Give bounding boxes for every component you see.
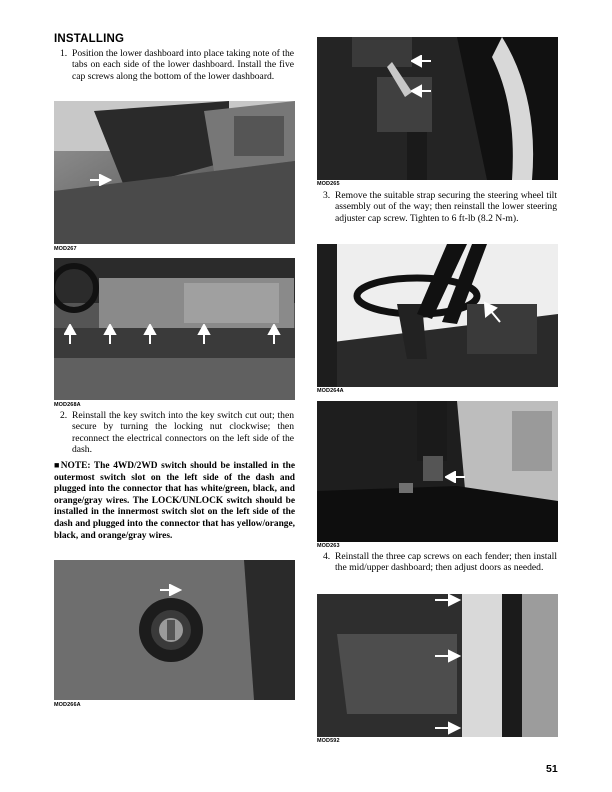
figure-image	[317, 594, 558, 737]
pointer-arrow-icon	[411, 55, 433, 115]
pointer-arrow-icon	[90, 174, 112, 186]
step-text: Reinstall the key switch into the key switch cut out; then secure by turning the locking nut clockwise; then reconnect the electrical connectors on the left side of the dash.	[72, 410, 294, 456]
pointer-arrow-icon	[160, 584, 182, 596]
figure-image	[317, 401, 558, 542]
page-number: 51	[546, 763, 558, 775]
figure-caption: MOD263	[317, 543, 340, 549]
step-1	[60, 48, 294, 82]
step-text: Remove the suitable strap securing the steering wheel tilt assembly out of the way; then reinstall the lower steering adjuster cap screw. Tighten to 6 ft-lb (8.2 N-m).	[335, 190, 557, 224]
note-block	[54, 460, 295, 542]
figure-caption: MOD268A	[54, 402, 81, 408]
figure-caption: MOD267	[54, 246, 77, 252]
step-number: 1.	[60, 48, 68, 59]
step-number: 3.	[323, 190, 331, 201]
figure-image	[54, 258, 295, 400]
pointer-arrow-icon	[445, 471, 467, 483]
section-heading: INSTALLING	[54, 33, 125, 45]
figure-caption: MOD592	[317, 738, 340, 744]
step-text: Reinstall the three cap screws on each fender; then install the mid/upper dashboard; then adjust doors as needed.	[335, 551, 557, 574]
step-2	[60, 410, 294, 456]
figure-image	[317, 244, 558, 387]
pointer-arrow-icon	[433, 594, 463, 737]
pointer-arrow-icon	[482, 300, 504, 328]
figure-caption: MOD265	[317, 181, 340, 187]
pointer-arrow-icon	[64, 324, 284, 346]
step-3	[323, 190, 557, 224]
step-number: 2.	[60, 410, 68, 421]
figure-image	[54, 560, 295, 700]
figure-caption: MOD266A	[54, 702, 81, 708]
note-marker: ■	[54, 460, 61, 470]
figure-image	[54, 101, 295, 244]
note-text: NOTE: The 4WD/2WD switch should be installed in the outermost switch slot on the left side of the dash and plugged into the connector that has white/green, black, and orange/gray wires. The LOCK/UNLOCK switch should be installed in the innermost switch slot on the left side of the dash and plugged into the connector that has yellow/orange, black, and orange/gray wires.	[54, 461, 296, 541]
step-4	[323, 551, 557, 574]
step-text: Position the lower dashboard into place taking note of the tabs on each side of the lower dashboard. Install the five cap screws along the bottom of the lower dashboard.	[72, 48, 294, 82]
step-number: 4.	[323, 551, 331, 562]
figure-image	[317, 37, 558, 180]
figure-caption: MOD264A	[317, 388, 344, 394]
